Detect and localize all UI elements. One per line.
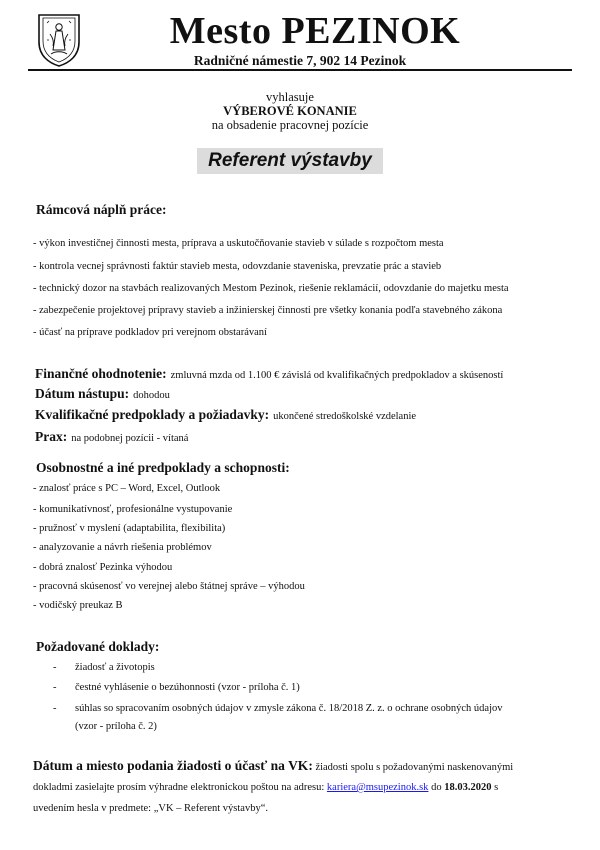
duty-item: - účasť na príprave podkladov pri verejnom obstarávaní bbox=[33, 327, 267, 338]
duty-item: - kontrola vecnej správnosti faktúr stavieb mesta, odovzdanie staveniska, prevzatie prác a stavieb bbox=[33, 261, 442, 272]
submission-text: žiadosti spolu s požadovanými naskenovanými bbox=[315, 762, 514, 773]
duty-item: - výkon investičnej činnosti mesta, príprava a uskutočňovanie stavieb v súlade s rozpočtom mesta bbox=[33, 238, 444, 249]
qualification-label: Kvalifikačné predpoklady a požiadavky: bbox=[35, 407, 270, 422]
salary-line bbox=[35, 365, 503, 383]
skill-item: - vodičský preukaz B bbox=[33, 600, 123, 611]
document-bullet: - bbox=[53, 703, 57, 714]
document-item-continuation: (vzor - príloha č. 2) bbox=[75, 721, 157, 732]
document-item: súhlas so spracovaním osobných údajov v zmysle zákona č. 18/2018 Z. z. o ochrane osobných údajov bbox=[75, 703, 503, 714]
salary-value: zmluvná mzda od 1.100 € závislá od kvalifikačných predpokladov a skúseností bbox=[170, 370, 504, 381]
experience-value: na podobnej pozícii - vítaná bbox=[71, 433, 189, 444]
start-date-label: Dátum nástupu: bbox=[35, 386, 130, 401]
start-date-line bbox=[35, 385, 170, 403]
skill-item: - pružnosť v myslení (adaptabilita, flexibilita) bbox=[33, 523, 226, 534]
contact-email-link[interactable]: kariera@msupezinok.sk bbox=[326, 782, 429, 793]
duty-item: - technický dozor na stavbách realizovaných Mestom Pezinok, riešenie reklamácií, odovzdanie do majetku mesta bbox=[33, 283, 509, 294]
skill-item: - znalosť práce s PC – Word, Excel, Outlook bbox=[33, 483, 221, 494]
submission-line-2 bbox=[33, 782, 498, 793]
documents-heading: Požadované doklady: bbox=[36, 639, 160, 654]
announcement-line-1: vyhlasuje bbox=[266, 90, 314, 104]
duties-heading: Rámcová náplň práce: bbox=[36, 202, 167, 217]
document-bullet: - bbox=[53, 682, 57, 693]
submission-text: do bbox=[431, 782, 442, 793]
position-title: Referent výstavby bbox=[197, 148, 383, 174]
salary-label: Finančné ohodnotenie: bbox=[35, 366, 167, 381]
submission-deadline: 18.03.2020 bbox=[444, 782, 492, 793]
city-title: Mesto PEZINOK bbox=[169, 10, 461, 52]
header-divider bbox=[28, 69, 572, 71]
qualification-line bbox=[35, 406, 416, 424]
experience-line bbox=[35, 428, 188, 446]
announcement-line-3: na obsadenie pracovnej pozície bbox=[211, 118, 369, 132]
submission-text: dokladmi zasielajte prosím výhradne elektronickou poštou na adresu: bbox=[33, 782, 325, 793]
submission-label: Dátum a miesto podania žiadosti o účasť na VK: bbox=[33, 758, 313, 773]
announcement-line-2: VÝBEROVÉ KONANIE bbox=[223, 104, 357, 118]
skills-heading: Osobnostné a iné predpoklady a schopnosti: bbox=[36, 460, 290, 475]
submission-line-1 bbox=[33, 758, 513, 774]
document-item: žiadosť a životopis bbox=[75, 662, 155, 673]
duty-item: - zabezpečenie projektovej prípravy stavieb a inžinierskej činnosti pre všetky konania podľa stavebného zákona bbox=[33, 305, 503, 316]
qualification-value: ukončené stredoškolské vzdelanie bbox=[273, 411, 417, 422]
skill-item: - pracovná skúsenosť vo verejnej alebo štátnej správe – výhodou bbox=[33, 581, 305, 592]
document-bullet: - bbox=[53, 662, 57, 673]
submission-text: s bbox=[494, 782, 499, 793]
document-item: čestné vyhlásenie o bezúhonnosti (vzor - príloha č. 1) bbox=[75, 682, 300, 693]
experience-label: Prax: bbox=[35, 429, 68, 444]
skill-item: - komunikatívnosť, profesionálne vystupovanie bbox=[33, 504, 233, 515]
city-address: Radničné námestie 7, 902 14 Pezinok bbox=[193, 53, 407, 68]
start-date-value: dohodou bbox=[133, 390, 170, 401]
skill-item: - analyzovanie a návrh riešenia problémov bbox=[33, 542, 212, 553]
submission-line-3: uvedením hesla v predmete: „VK – Referent výstavby“. bbox=[33, 803, 269, 814]
skill-item: - dobrá znalosť Pezinka výhodou bbox=[33, 562, 173, 573]
